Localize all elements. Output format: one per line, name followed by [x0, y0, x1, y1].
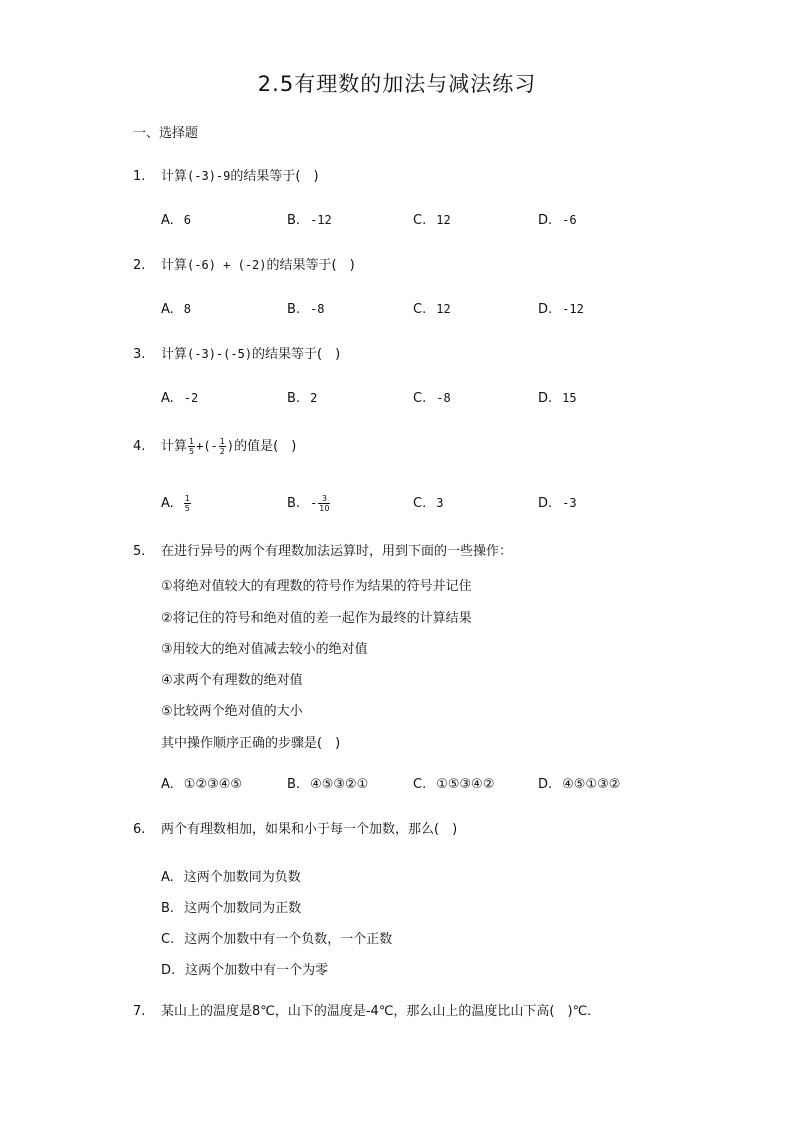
step-2: ②将记住的符号和绝对值的差一起作为最终的计算结果 — [161, 611, 472, 626]
option-letter: D. — [538, 302, 553, 317]
option-letter: A. — [161, 391, 174, 406]
question-number: 4. — [133, 439, 146, 454]
option-value: -2 — [183, 391, 199, 405]
option-letter: B. — [287, 391, 301, 406]
question-7 — [133, 1004, 591, 1020]
question-stem-suffix: 的结果等于( ) — [252, 347, 341, 362]
question-stem-prefix: 计算 — [161, 347, 188, 362]
option-value: -8 — [310, 302, 325, 316]
option-letter: B. — [161, 901, 175, 916]
question-expression: (-3)-9 — [187, 169, 231, 183]
fraction: $\frac{1}{2}$ — [219, 437, 225, 456]
option-value: 3 — [436, 496, 444, 510]
option-letter: B. — [287, 496, 301, 511]
question-number: 2. — [133, 258, 146, 273]
option-value: 15 — [562, 391, 577, 405]
question-number: 3. — [133, 347, 146, 362]
option-d — [538, 777, 620, 792]
option-value: 6 — [183, 213, 192, 227]
option-letter: B. — [287, 777, 301, 792]
option-b — [287, 777, 368, 792]
section-heading: 一、选择题 — [133, 126, 199, 141]
question-number: 7. — [133, 1004, 146, 1019]
option-a — [161, 302, 191, 317]
question-5 — [133, 544, 512, 560]
question-stem: 在进行异号的两个有理数加法运算时，用到下面的一些操作： — [161, 544, 513, 559]
question-stem-suffix: 的值是( ) — [234, 439, 297, 454]
option-d — [161, 959, 328, 978]
question-stem-prefix: 计算 — [161, 258, 188, 273]
option-value: 12 — [436, 302, 451, 316]
option-c — [413, 213, 451, 228]
question-number: 1. — [133, 169, 146, 184]
option-value: ①⑤③④② — [436, 777, 495, 792]
option-value: 2 — [310, 391, 318, 405]
close-paren: ) — [226, 439, 235, 453]
option-d — [538, 302, 584, 317]
option-value: -3 — [562, 496, 577, 510]
question-stem-prefix: 计算 — [161, 169, 188, 184]
option-letter: D. — [161, 963, 176, 978]
option-value: ④⑤①③② — [562, 777, 621, 792]
option-a — [161, 777, 242, 792]
option-d — [538, 213, 577, 228]
question-stem-suffix: 的结果等于( ) — [266, 258, 355, 273]
question-stem-suffix: 的结果等于( ) — [230, 169, 319, 184]
option-letter: B. — [287, 302, 301, 317]
option-value: -6 — [562, 213, 577, 227]
option-a — [161, 213, 191, 228]
question-2 — [133, 257, 355, 274]
option-letter: A. — [161, 777, 174, 792]
option-value: -8 — [436, 391, 451, 405]
question-4 — [133, 437, 296, 456]
option-letter: C. — [161, 932, 175, 947]
option-c — [413, 302, 451, 317]
operator: +(- — [196, 439, 218, 453]
option-letter: D. — [538, 213, 553, 228]
question-stem: 某山上的温度是8℃，山下的温度是-4℃，那么山上的温度比山下高( )℃. — [161, 1004, 592, 1019]
option-c — [413, 777, 495, 792]
step-4: ④求两个有理数的绝对值 — [161, 673, 303, 688]
option-value: 这两个加数同为正数 — [184, 901, 302, 916]
option-b — [287, 213, 332, 228]
question-number: 6. — [133, 822, 146, 837]
option-letter: C. — [413, 213, 427, 228]
fraction: $\frac{3}{10}$ — [319, 494, 330, 513]
option-value: 8 — [183, 302, 192, 316]
option-a — [161, 494, 192, 513]
option-value: 12 — [436, 213, 451, 227]
option-b — [287, 494, 331, 513]
option-value: 这两个加数中有一个负数，一个正数 — [184, 932, 393, 947]
option-letter: C. — [413, 777, 427, 792]
option-letter: A. — [161, 213, 174, 228]
question-expression: (-3)-(-5) — [187, 347, 253, 361]
option-value: 这两个加数同为负数 — [183, 870, 301, 885]
option-letter: C. — [413, 496, 427, 511]
option-b — [287, 391, 317, 406]
option-letter: A. — [161, 302, 174, 317]
question-stem-prefix: 计算 — [161, 439, 188, 454]
option-b — [161, 897, 301, 916]
option-value: -12 — [310, 213, 332, 227]
option-d — [538, 496, 577, 511]
option-c — [413, 391, 451, 406]
option-letter: B. — [287, 213, 301, 228]
step-3: ③用较大的绝对值减去较小的绝对值 — [161, 642, 368, 657]
option-d — [538, 391, 577, 406]
option-value: ①②③④⑤ — [183, 777, 243, 792]
step-5: ⑤比较两个绝对值的大小 — [161, 704, 303, 719]
step-1: ①将绝对值较大的有理数的符号作为结果的符号并记住 — [161, 579, 472, 594]
option-letter: A. — [161, 496, 174, 511]
question-3 — [133, 346, 340, 363]
question-expression: (-6) + (-2) — [187, 258, 267, 272]
option-value: 这两个加数中有一个为零 — [185, 963, 329, 978]
option-c — [161, 928, 392, 947]
question-1 — [133, 168, 319, 185]
option-value: ④⑤③②① — [310, 777, 369, 792]
option-letter: C. — [413, 302, 427, 317]
option-letter: C. — [413, 391, 427, 406]
option-letter: D. — [538, 391, 553, 406]
option-letter: A. — [161, 870, 174, 885]
question-stem: 两个有理数相加，如果和小于每一个加数，那么( ) — [161, 822, 458, 837]
question-prompt: 其中操作顺序正确的步骤是( ) — [161, 736, 341, 751]
option-value: -12 — [562, 302, 584, 316]
question-number: 5. — [133, 544, 146, 559]
fraction: $\frac{1}{5}$ — [184, 494, 190, 513]
question-6 — [133, 822, 457, 838]
option-c — [413, 496, 443, 511]
option-b — [287, 302, 325, 317]
page-title: 2.5有理数的加法与减法练习 — [257, 72, 537, 96]
option-letter: D. — [538, 777, 553, 792]
option-a — [161, 866, 301, 885]
option-a — [161, 391, 198, 406]
option-letter: D. — [538, 496, 553, 511]
fraction: $\frac{1}{5}$ — [189, 437, 195, 456]
option-sign: - — [310, 496, 318, 510]
